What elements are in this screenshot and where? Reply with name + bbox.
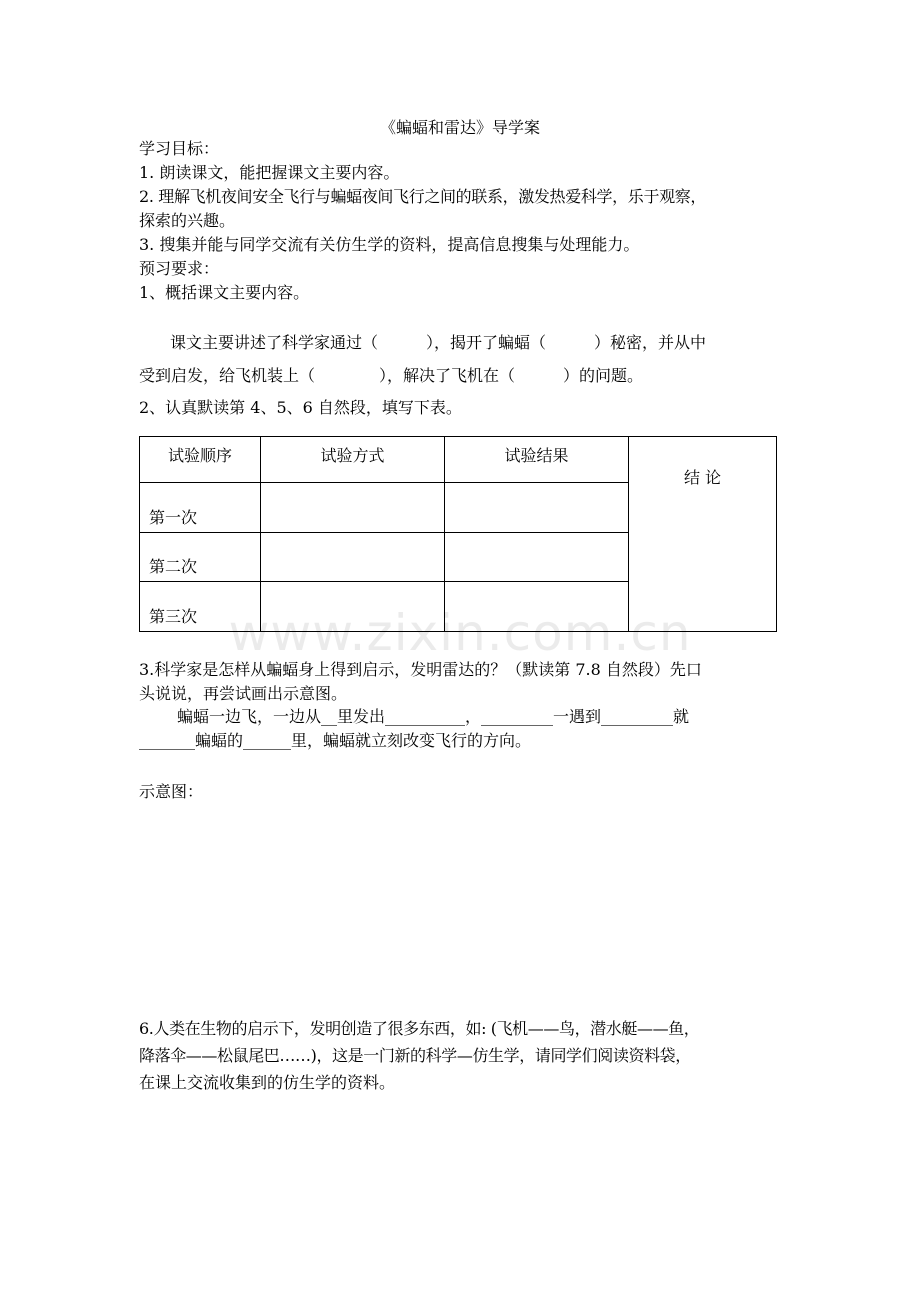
watermark: www.zixin.com.cn — [228, 604, 692, 662]
preview-heading: 预习要求： — [139, 259, 220, 278]
cell-method-3[interactable] — [261, 582, 445, 632]
question-6-line-2: 降落伞——松鼠尾巴……)，这是一门新的科学—仿生学，请同学们阅读资料袋， — [139, 1046, 691, 1065]
summary-fill-line-1: 课文主要讲述了科学家通过（ ），揭开了蝙蝠（ ）秘密，并从中 — [170, 333, 707, 352]
header-conclusion: 结 论 — [629, 437, 777, 632]
header-result: 试验结果 — [445, 437, 629, 483]
diagram-label: 示意图： — [139, 782, 204, 801]
row-label-second: 第二次 — [140, 533, 261, 582]
header-method: 试验方式 — [261, 437, 445, 483]
radar-fill-line-2: _______蝙蝠的______里，蝙蝠就立刻改变飞行的方向。 — [139, 731, 532, 750]
question-2: 2、认真默读第 4、5、6 自然段，填写下表。 — [139, 398, 462, 417]
goal-2-line-1: 2. 理解飞机夜间安全飞行与蝙蝠夜间飞行之间的联系，激发热爱科学，乐于观察， — [139, 187, 707, 206]
cell-result-2[interactable] — [445, 533, 629, 582]
question-3-line-1: 3.科学家是怎样从蝙蝠身上得到启示，发明雷达的？（默读第 7.8 自然段）先口 — [139, 660, 702, 679]
experiment-table — [139, 436, 776, 631]
goal-3: 3. 搜集并能与同学交流有关仿生学的资料，提高信息搜集与处理能力。 — [139, 235, 640, 254]
row-label-third: 第三次 — [140, 582, 261, 632]
radar-fill-line-1: 蝙蝠一边飞，一边从__里发出__________，_________一遇到_________就 — [177, 707, 690, 726]
header-order: 试验顺序 — [140, 437, 261, 483]
question-6-line-1: 6.人类在生物的启示下，发明创造了很多东西，如: (飞机——鸟，潜水艇——鱼， — [139, 1019, 700, 1038]
cell-result-3[interactable] — [445, 582, 629, 632]
row-label-first: 第一次 — [140, 483, 261, 533]
diagram-drawing-area[interactable] — [139, 808, 779, 1008]
cell-result-1[interactable] — [445, 483, 629, 533]
cell-method-1[interactable] — [261, 483, 445, 533]
cell-method-2[interactable] — [261, 533, 445, 582]
goal-2-line-2: 探索的兴趣。 — [139, 211, 236, 230]
question-6-line-3: 在课上交流收集到的仿生学的资料。 — [139, 1073, 396, 1092]
question-1: 1、概括课文主要内容。 — [139, 283, 310, 302]
question-3-line-2: 头说说，再尝试画出示意图。 — [139, 684, 348, 703]
goal-1: 1. 朗读课文，能把握课文主要内容。 — [139, 163, 400, 182]
summary-fill-line-2: 受到启发，给飞机装上（ ），解决了飞机在（ ）的问题。 — [139, 366, 644, 385]
document-title: 《蝙蝠和雷达》导学案 — [379, 118, 540, 137]
goals-heading: 学习目标： — [139, 139, 220, 158]
